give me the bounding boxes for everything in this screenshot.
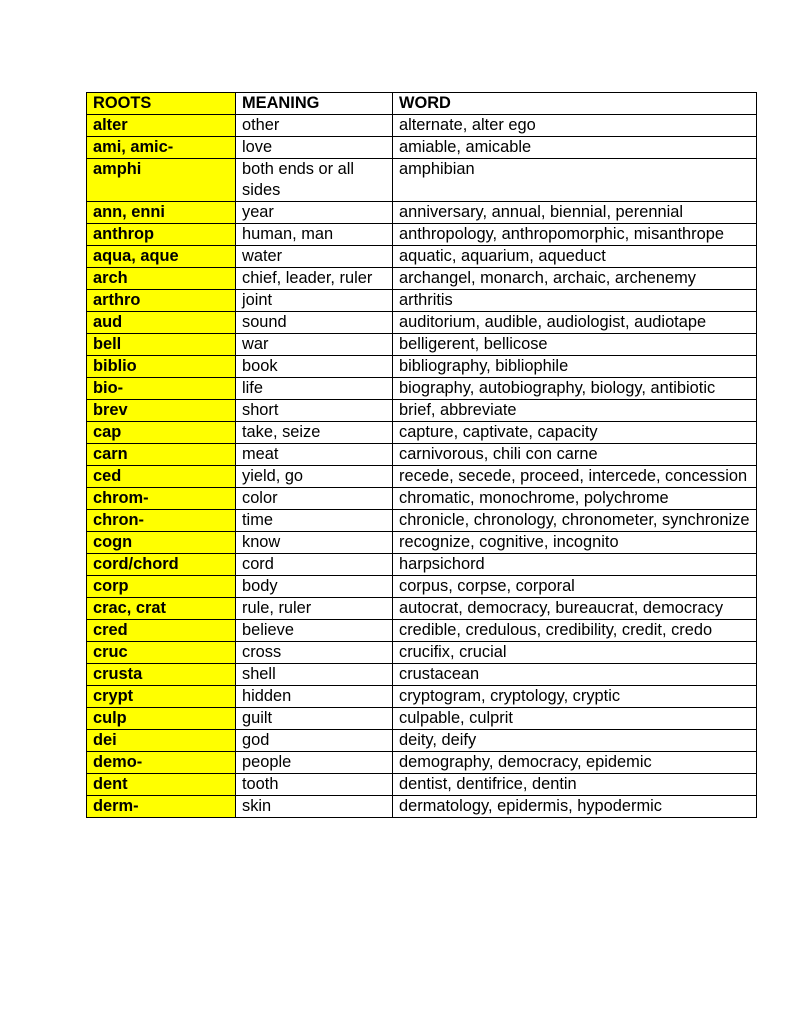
root-cell: arch (87, 268, 236, 290)
meaning-cell: meat (236, 444, 393, 466)
word-cell: crucifix, crucial (393, 642, 757, 664)
root-cell: cord/chord (87, 554, 236, 576)
root-cell: alter (87, 115, 236, 137)
table-row (87, 268, 757, 290)
root-cell: demo- (87, 752, 236, 774)
root-cell: arthro (87, 290, 236, 312)
root-cell: chron- (87, 510, 236, 532)
root-cell: anthrop (87, 224, 236, 246)
word-cell: demography, democracy, epidemic (393, 752, 757, 774)
table-row (87, 356, 757, 378)
word-cell: anniversary, annual, biennial, perennial (393, 202, 757, 224)
table-row (87, 290, 757, 312)
meaning-cell: year (236, 202, 393, 224)
word-cell: brief, abbreviate (393, 400, 757, 422)
meaning-cell: skin (236, 796, 393, 818)
word-cell: aquatic, aquarium, aqueduct (393, 246, 757, 268)
root-cell: bio- (87, 378, 236, 400)
table-row (87, 202, 757, 224)
word-cell: amiable, amicable (393, 137, 757, 159)
word-cell: anthropology, anthropomorphic, misanthrope (393, 224, 757, 246)
meaning-cell: chief, leader, ruler (236, 268, 393, 290)
meaning-cell: sound (236, 312, 393, 334)
word-cell: alternate, alter ego (393, 115, 757, 137)
header-row (87, 93, 757, 115)
root-cell: carn (87, 444, 236, 466)
table-row (87, 752, 757, 774)
table-row (87, 686, 757, 708)
word-cell: capture, captivate, capacity (393, 422, 757, 444)
word-cell: culpable, culprit (393, 708, 757, 730)
table-row (87, 378, 757, 400)
table-row (87, 708, 757, 730)
table-row (87, 554, 757, 576)
meaning-cell: color (236, 488, 393, 510)
meaning-cell: yield, go (236, 466, 393, 488)
table-row (87, 774, 757, 796)
table-row (87, 664, 757, 686)
root-cell: cruc (87, 642, 236, 664)
table-row (87, 334, 757, 356)
table-body (87, 115, 757, 818)
meaning-cell: god (236, 730, 393, 752)
table-row (87, 159, 757, 202)
table-row (87, 510, 757, 532)
meaning-cell: body (236, 576, 393, 598)
table-row (87, 488, 757, 510)
word-cell: recede, secede, proceed, intercede, concession (393, 466, 757, 488)
meaning-cell: rule, ruler (236, 598, 393, 620)
root-cell: aud (87, 312, 236, 334)
meaning-cell: know (236, 532, 393, 554)
table-row (87, 246, 757, 268)
meaning-cell: hidden (236, 686, 393, 708)
table-row (87, 576, 757, 598)
table-row (87, 422, 757, 444)
root-cell: cred (87, 620, 236, 642)
meaning-cell: both ends or all sides (236, 159, 393, 202)
root-cell: dei (87, 730, 236, 752)
root-cell: culp (87, 708, 236, 730)
root-cell: crusta (87, 664, 236, 686)
meaning-cell: tooth (236, 774, 393, 796)
table-row (87, 400, 757, 422)
meaning-cell: believe (236, 620, 393, 642)
word-cell: arthritis (393, 290, 757, 312)
word-cell: dentist, dentifrice, dentin (393, 774, 757, 796)
roots-table (86, 92, 757, 818)
root-cell: derm- (87, 796, 236, 818)
meaning-cell: human, man (236, 224, 393, 246)
root-cell: dent (87, 774, 236, 796)
meaning-cell: time (236, 510, 393, 532)
table-row (87, 224, 757, 246)
root-cell: ann, enni (87, 202, 236, 224)
word-cell: bibliography, bibliophile (393, 356, 757, 378)
root-cell: ced (87, 466, 236, 488)
word-cell: archangel, monarch, archaic, archenemy (393, 268, 757, 290)
root-cell: aqua, aque (87, 246, 236, 268)
table-row (87, 115, 757, 137)
root-cell: brev (87, 400, 236, 422)
table-header (87, 93, 757, 115)
root-cell: crac, crat (87, 598, 236, 620)
word-cell: corpus, corpse, corporal (393, 576, 757, 598)
meaning-cell: love (236, 137, 393, 159)
meaning-cell: shell (236, 664, 393, 686)
table-row (87, 620, 757, 642)
header-meaning: MEANING (236, 93, 393, 115)
header-roots: ROOTS (87, 93, 236, 115)
word-cell: cryptogram, cryptology, cryptic (393, 686, 757, 708)
table-row (87, 642, 757, 664)
table-row (87, 312, 757, 334)
word-cell: chronicle, chronology, chronometer, synchronize (393, 510, 757, 532)
meaning-cell: people (236, 752, 393, 774)
word-cell: auditorium, audible, audiologist, audiotape (393, 312, 757, 334)
meaning-cell: cross (236, 642, 393, 664)
table-row (87, 730, 757, 752)
word-cell: chromatic, monochrome, polychrome (393, 488, 757, 510)
meaning-cell: take, seize (236, 422, 393, 444)
root-cell: cogn (87, 532, 236, 554)
word-cell: harpsichord (393, 554, 757, 576)
table-row (87, 444, 757, 466)
root-cell: crypt (87, 686, 236, 708)
word-cell: autocrat, democracy, bureaucrat, democracy (393, 598, 757, 620)
word-cell: recognize, cognitive, incognito (393, 532, 757, 554)
meaning-cell: life (236, 378, 393, 400)
table-row (87, 466, 757, 488)
root-cell: amphi (87, 159, 236, 202)
table-row (87, 137, 757, 159)
word-cell: belligerent, bellicose (393, 334, 757, 356)
meaning-cell: other (236, 115, 393, 137)
word-cell: crustacean (393, 664, 757, 686)
word-cell: deity, deify (393, 730, 757, 752)
meaning-cell: guilt (236, 708, 393, 730)
meaning-cell: short (236, 400, 393, 422)
table-row (87, 532, 757, 554)
word-cell: dermatology, epidermis, hypodermic (393, 796, 757, 818)
word-cell: credible, credulous, credibility, credit, credo (393, 620, 757, 642)
word-cell: amphibian (393, 159, 757, 202)
table-row (87, 598, 757, 620)
root-cell: corp (87, 576, 236, 598)
root-cell: ami, amic- (87, 137, 236, 159)
meaning-cell: joint (236, 290, 393, 312)
word-cell: carnivorous, chili con carne (393, 444, 757, 466)
meaning-cell: water (236, 246, 393, 268)
table-row (87, 796, 757, 818)
meaning-cell: war (236, 334, 393, 356)
root-cell: chrom- (87, 488, 236, 510)
header-word: WORD (393, 93, 757, 115)
root-cell: cap (87, 422, 236, 444)
root-cell: bell (87, 334, 236, 356)
word-cell: biography, autobiography, biology, antibiotic (393, 378, 757, 400)
meaning-cell: cord (236, 554, 393, 576)
root-cell: biblio (87, 356, 236, 378)
meaning-cell: book (236, 356, 393, 378)
